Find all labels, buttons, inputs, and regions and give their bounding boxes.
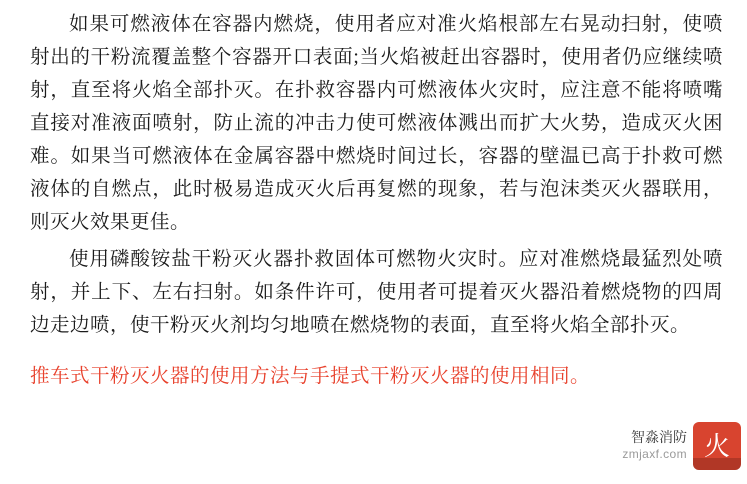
account-name: 智淼消防 [631, 429, 687, 445]
watermark-text [622, 422, 687, 462]
paragraph-2: 使用磷酸铵盐干粉灭火器扑救固体可燃物火灾时。应对准燃烧最猛烈处喷射，并上下、左右扫射。如条件许可，使用者可提着灭火器沿着燃烧物的四周边走边喷，使干粉灭火剂均匀地喷在燃烧物的表面，直至将火焰全部扑灭。 [30, 249, 723, 336]
paragraph-1: 如果可燃液体在容器内燃烧，使用者应对准火焰根部左右晃动扫射，使喷射出的干粉流覆盖整个容器开口表面;当火焰被赶出容器时，使用者仍应继续喷射，直至将火焰全部扑灭。在扑救容器内可燃液体火灾时，应注意不能将喷嘴直接对准液面喷射，防止流的冲击力使可燃液体溅出而扩大火势，造成灭火困难。如果当可燃液体在金属容器中燃烧时间过长，容器的壁温已高于扑救可燃液体的自燃点，此时极易造成灭火后再复燃的现象，若与泡沫类灭火器联用，则灭火效果更佳。 [30, 14, 723, 233]
brand-logo-icon [693, 422, 741, 470]
watermark-block [573, 422, 741, 480]
highlighted-note: 推车式干粉灭火器的使用方法与手提式干粉灭火器的使用相同。 [30, 366, 591, 387]
flame-glyph: 火 [703, 431, 731, 461]
account-id: zmjaxf.com [622, 447, 687, 461]
logo-bottom-bar [693, 458, 741, 470]
